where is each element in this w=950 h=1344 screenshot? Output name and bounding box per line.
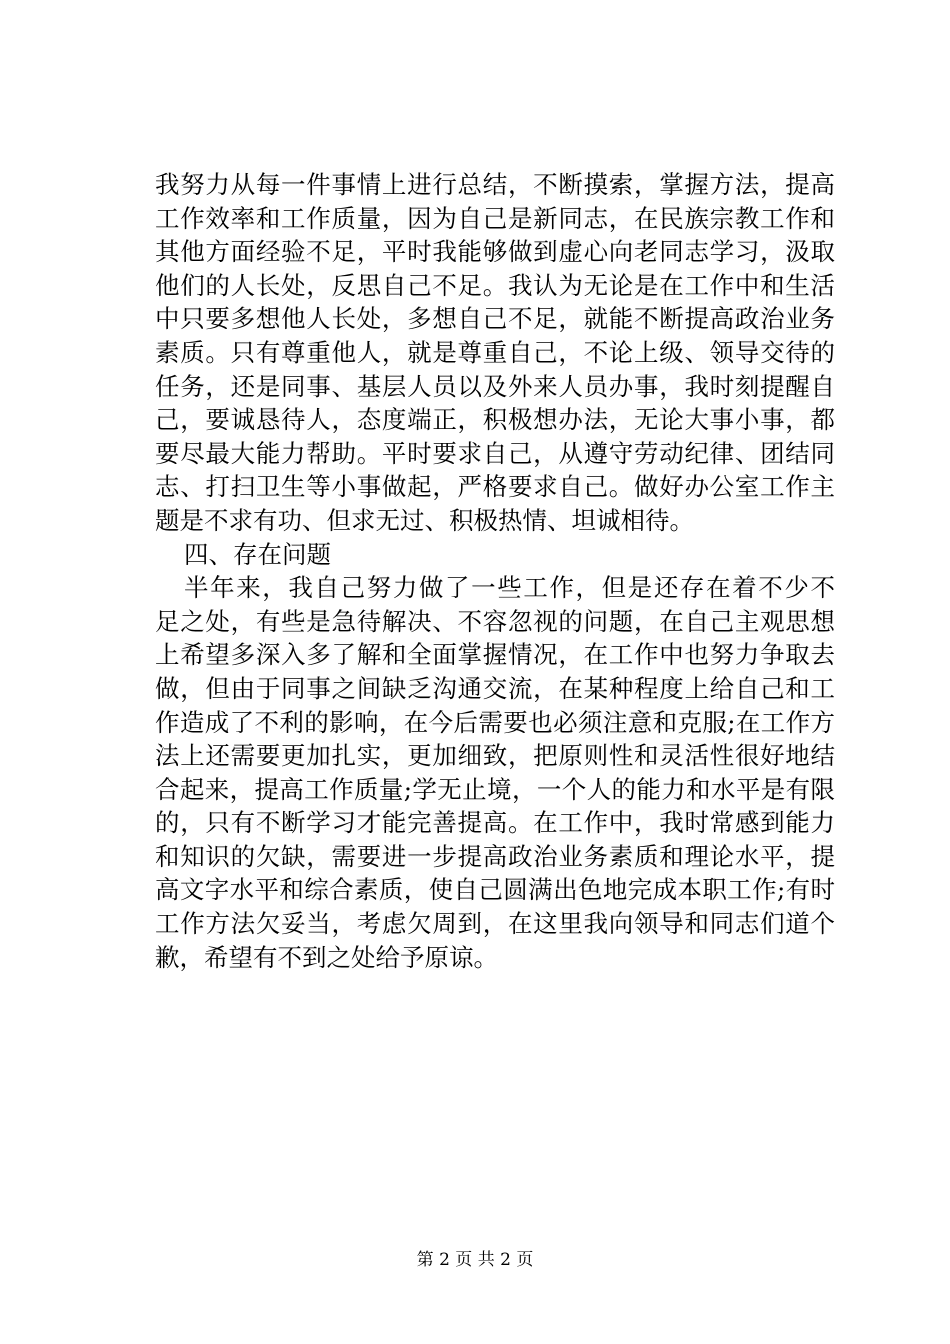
text-line: 的，只有不断学习才能完善提高。在工作中，我时常感到能力 bbox=[155, 808, 835, 838]
page-number-footer: 第 2 页 共 2 页 bbox=[416, 1250, 534, 1270]
text-line: 足之处，有些是急待解决、不容忽视的问题，在自己主观思想 bbox=[155, 606, 835, 636]
text-line: 作造成了不利的影响，在今后需要也必须注意和克服;在工作方 bbox=[155, 707, 835, 737]
text-line: 素质。只有尊重他人，就是尊重自己，不论上级、领导交待的 bbox=[155, 337, 835, 367]
text-line: 任务，还是同事、基层人员以及外来人员办事，我时刻提醒自 bbox=[155, 371, 835, 401]
text-line: 志、打扫卫生等小事做起，严格要求自己。做好办公室工作主 bbox=[155, 472, 835, 502]
text-line: 和知识的欠缺，需要进一步提高政治业务素质和理论水平，提 bbox=[155, 841, 835, 871]
text-line: 上希望多深入多了解和全面掌握情况，在工作中也努力争取去 bbox=[155, 640, 835, 670]
text-line: 工作方法欠妥当，考虑欠周到，在这里我向领导和同志们道个 bbox=[155, 909, 835, 939]
section-heading: 四、存在问题 bbox=[184, 539, 331, 569]
text-line: 法上还需要更加扎实，更加细致，把原则性和灵活性很好地结 bbox=[155, 741, 835, 771]
text-line: 我努力从每一件事情上进行总结，不断摸索，掌握方法，提高 bbox=[155, 170, 835, 199]
text-line: 要尽最大能力帮助。平时要求自己，从遵守劳动纪律、团结同 bbox=[155, 438, 835, 468]
document-body bbox=[155, 168, 835, 974]
text-line: 高文字水平和综合素质，使自己圆满出色地完成本职工作;有时 bbox=[155, 875, 835, 905]
text-line: 题是不求有功、但求无过、积极热情、坦诚相待。 bbox=[155, 505, 694, 535]
text-line: 半年来，我自己努力做了一些工作，但是还存在着不少不 bbox=[184, 573, 835, 603]
text-line: 做，但由于同事之间缺乏沟通交流，在某种程度上给自己和工 bbox=[155, 673, 835, 703]
text-line: 其他方面经验不足，平时我能够做到虚心向老同志学习，汲取 bbox=[155, 237, 835, 267]
text-line: 歉，希望有不到之处给予原谅。 bbox=[155, 942, 498, 972]
text-line: 中只要多想他人长处，多想自己不足，就能不断提高政治业务 bbox=[155, 304, 835, 334]
text-line: 工作效率和工作质量，因为自己是新同志，在民族宗教工作和 bbox=[155, 203, 835, 233]
text-line: 合起来，提高工作质量;学无止境，一个人的能力和水平是有限 bbox=[155, 774, 835, 804]
text-line: 己，要诚恳待人，态度端正，积极想办法，无论大事小事，都 bbox=[155, 405, 835, 435]
text-line: 他们的人长处，反思自己不足。我认为无论是在工作中和生活 bbox=[155, 270, 835, 300]
